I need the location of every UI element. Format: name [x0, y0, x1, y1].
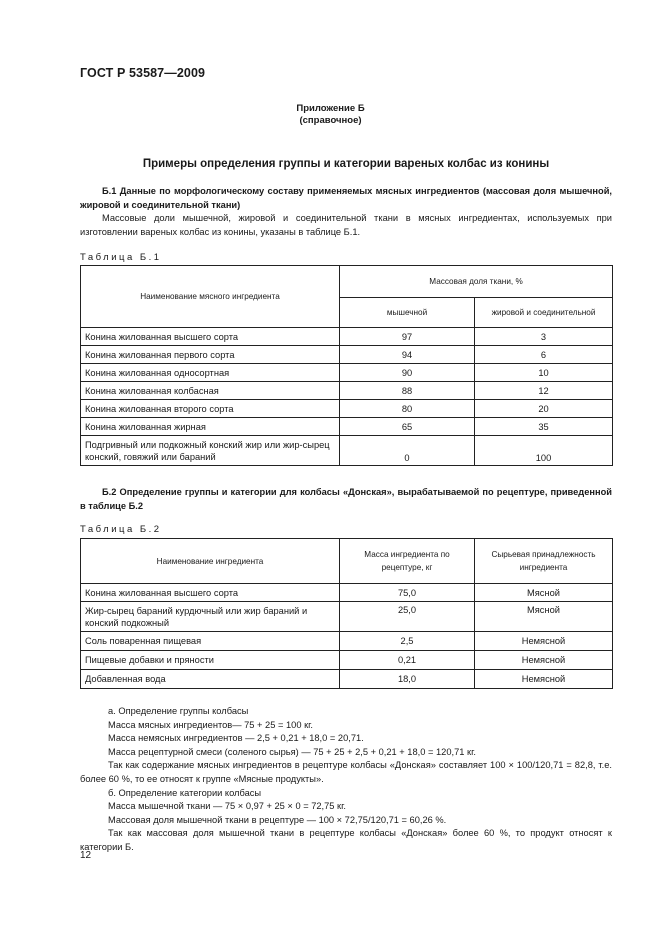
muscle-value: 94	[340, 346, 475, 364]
calc-group-conclusion: Так как содержание мясных ингредиентов в рецептуре колбасы «Донская» составляет 100 × 100/120,71 = 82,8, т.е. более 60 %, то ее относят к группе «Мясные продукты».	[80, 760, 612, 784]
mass-value: 25,0	[340, 602, 475, 632]
section-b1-text: Массовые доли мышечной, жировой и соединительной ткани в мясных ингредиентах, используемых при изготовлении вареных колбас из конины, указаны в таблице Б.1.	[80, 213, 612, 237]
muscle-value: 90	[340, 364, 475, 382]
appendix-heading	[0, 103, 661, 127]
table-b1-header-muscle: мышечной	[340, 298, 475, 328]
table-row	[81, 346, 613, 364]
calc-mixture-mass: Масса рецептурной смеси (соленого сырья) — 75 + 25 + 2,5 + 0,21 + 18,0 = 120,71 кг.	[108, 746, 476, 757]
ingredient-name: Конина жилованная высшего сорта	[81, 584, 340, 602]
table-b2-label: Таблица Б.2	[80, 524, 162, 535]
ingredient-type: Немясной	[475, 651, 613, 670]
calculation-block	[80, 705, 612, 855]
muscle-value: 97	[340, 328, 475, 346]
table-b2-header-type: Сырьевая принадлежность ингредиента	[475, 539, 613, 584]
ingredient-name: Конина жилованная колбасная	[81, 382, 340, 400]
table-b2-header-name: Наименование ингредиента	[81, 539, 340, 584]
table-b2	[80, 538, 613, 689]
ingredient-name: Конина жилованная первого сорта	[81, 346, 340, 364]
appendix-subtitle: (справочное)	[299, 115, 362, 126]
standard-number: ГОСТ Р 53587—2009	[80, 66, 206, 80]
calc-meat-mass: Масса мясных ингредиентов— 75 + 25 = 100 кг.	[108, 719, 313, 730]
fat-value: 35	[475, 418, 613, 436]
table-b1-header-name: Наименование мясного ингредиента	[81, 266, 340, 328]
calc-nonmeat-mass: Масса немясных ингредиентов — 2,5 + 0,21 + 18,0 = 20,71.	[108, 733, 364, 744]
ingredient-name: Соль поваренная пищевая	[81, 632, 340, 651]
ingredient-name: Конина жилованная высшего сорта	[81, 328, 340, 346]
fat-value: 20	[475, 400, 613, 418]
table-row	[81, 670, 613, 689]
section-b1-heading: Б.1 Данные по морфологическому составу применяемых мясных ингредиентов (массовая доля мышечной, жировой и соединительной ткани)	[80, 186, 612, 210]
mass-value: 2,5	[340, 632, 475, 651]
mass-value: 0,21	[340, 651, 475, 670]
table-row	[81, 382, 613, 400]
table-b1	[80, 265, 613, 466]
page-title: Примеры определения группы и категории вареных колбас из конины	[142, 158, 550, 170]
table-b1-header-fat: жировой и соединительной	[475, 298, 613, 328]
table-row	[81, 400, 613, 418]
table-row	[81, 328, 613, 346]
table-row	[81, 651, 613, 670]
fat-value: 100	[475, 436, 613, 466]
fat-value: 10	[475, 364, 613, 382]
ingredient-name: Пищевые добавки и пряности	[81, 651, 340, 670]
table-row	[81, 418, 613, 436]
calc-category-conclusion: Так как массовая доля мышечной ткани в рецептуре колбасы «Донская» более 60 %, то продукт относят к категории Б.	[80, 828, 612, 852]
ingredient-name: Жир-сырец бараний курдючный или жир бараний и конский подкожный	[81, 602, 340, 632]
muscle-value: 0	[340, 436, 475, 466]
calc-muscle-share: Массовая доля мышечной ткани в рецептуре — 100 × 72,75/120,71 = 60,26 %.	[108, 814, 447, 825]
fat-value: 6	[475, 346, 613, 364]
page-number: 12	[80, 850, 92, 861]
fat-value: 12	[475, 382, 613, 400]
ingredient-type: Немясной	[475, 670, 613, 689]
table-row	[81, 584, 613, 602]
table-b1-label: Таблица Б.1	[80, 252, 162, 263]
ingredient-type: Мясной	[475, 584, 613, 602]
ingredient-type: Мясной	[475, 602, 613, 632]
fat-value: 3	[475, 328, 613, 346]
mass-value: 18,0	[340, 670, 475, 689]
ingredient-type: Немясной	[475, 632, 613, 651]
ingredient-name: Добавленная вода	[81, 670, 340, 689]
muscle-value: 80	[340, 400, 475, 418]
section-b2-heading: Б.2 Определение группы и категории для колбасы «Донская», вырабатываемой по рецептуре, приведенной в таблице Б.2	[80, 487, 612, 511]
table-row	[81, 436, 613, 466]
muscle-value: 88	[340, 382, 475, 400]
calc-category-heading: б. Определение категории колбасы	[108, 787, 262, 798]
muscle-value: 65	[340, 418, 475, 436]
table-row	[81, 632, 613, 651]
ingredient-name: Конина жилованная жирная	[81, 418, 340, 436]
table-b1-header-group: Массовая доля ткани, %	[340, 266, 613, 298]
calc-group-heading: а. Определение группы колбасы	[108, 706, 249, 716]
calc-muscle-mass: Масса мышечной ткани — 75 × 0,97 + 25 × 0 = 72,75 кг.	[108, 801, 346, 812]
table-b2-header-mass: Масса ингредиента по рецептуре, кг	[340, 539, 475, 584]
ingredient-name: Подгривный или подкожный конский жир или жир-сырец конский, говяжий или бараний	[81, 436, 340, 466]
ingredient-name: Конина жилованная второго сорта	[81, 400, 340, 418]
mass-value: 75,0	[340, 584, 475, 602]
ingredient-name: Конина жилованная односортная	[81, 364, 340, 382]
appendix-title: Приложение Б	[296, 103, 365, 114]
table-row	[81, 364, 613, 382]
table-row	[81, 602, 613, 632]
